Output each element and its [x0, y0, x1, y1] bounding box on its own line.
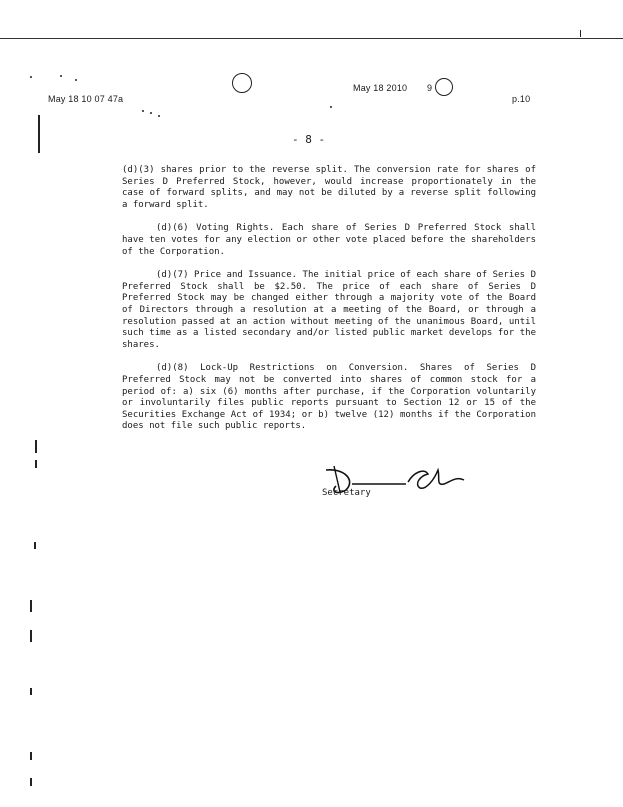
top-rule [0, 38, 623, 39]
margin-mark [35, 440, 37, 453]
margin-mark [30, 778, 32, 786]
margin-mark [34, 542, 36, 549]
paragraph-price-issuance: (d)(7) Price and Issuance. The initial price of each share of Series D Preferred Stock shall be $2.50. The price of each share of Series D Preferred Stock may be changed either through a majority vote of the Board of Directors through a resolution at a meeting of the Board, or through a resolution passed at an action without meeting of the unanimous Board, until such time as a listed secondary and/or listed public market develops for the shares. [122, 270, 536, 350]
fax-timestamp: May 18 10 07 47a [48, 94, 124, 104]
speck [150, 112, 152, 114]
fax-page-label: p.10 [512, 94, 531, 104]
fax-date-suffix: 9 [427, 83, 433, 93]
paragraph-lock-up: (d)(8) Lock-Up Restrictions on Conversion. Shares of Series D Preferred Stock may not be converted into shares of common stock for a period of: a) six (6) months after purchase, if the Corporation voluntarily or involuntarily files public reports pursuant to Section 12 or 15 of the Securities Exchange Act of 1934; or b) twelve (12) months if the Corporation does not file such public reports. [122, 363, 536, 432]
margin-mark [30, 688, 32, 695]
page-number: - 8 - [292, 133, 326, 146]
speck [142, 110, 144, 112]
paragraph-conversion-rate: (d)(3) shares prior to the reverse split. The conversion rate for shares of Series D Preferred Stock, however, would increase proportionately in the case of forward splits, and may not be diluted by a reverse split following a forward split. [122, 165, 536, 210]
margin-mark [30, 752, 32, 760]
margin-mark [38, 115, 40, 153]
edge-tick [580, 30, 581, 37]
speck [75, 79, 77, 81]
margin-mark [30, 630, 32, 642]
punch-hole-circle [232, 73, 252, 93]
fax-header [0, 0, 623, 120]
speck [158, 115, 160, 117]
signature-label: Secretary [322, 488, 371, 498]
punch-hole-circle [435, 78, 453, 96]
speck [30, 76, 32, 78]
speck [330, 106, 332, 108]
fax-date-stamp: May 18 2010 [353, 83, 408, 93]
margin-mark [35, 460, 37, 468]
document-body [122, 165, 536, 445]
paragraph-voting-rights: (d)(6) Voting Rights. Each share of Series D Preferred Stock shall have ten votes for any election or other vote placed before the shareholders of the Corporation. [122, 223, 536, 257]
speck [60, 75, 62, 77]
margin-mark [30, 600, 32, 612]
